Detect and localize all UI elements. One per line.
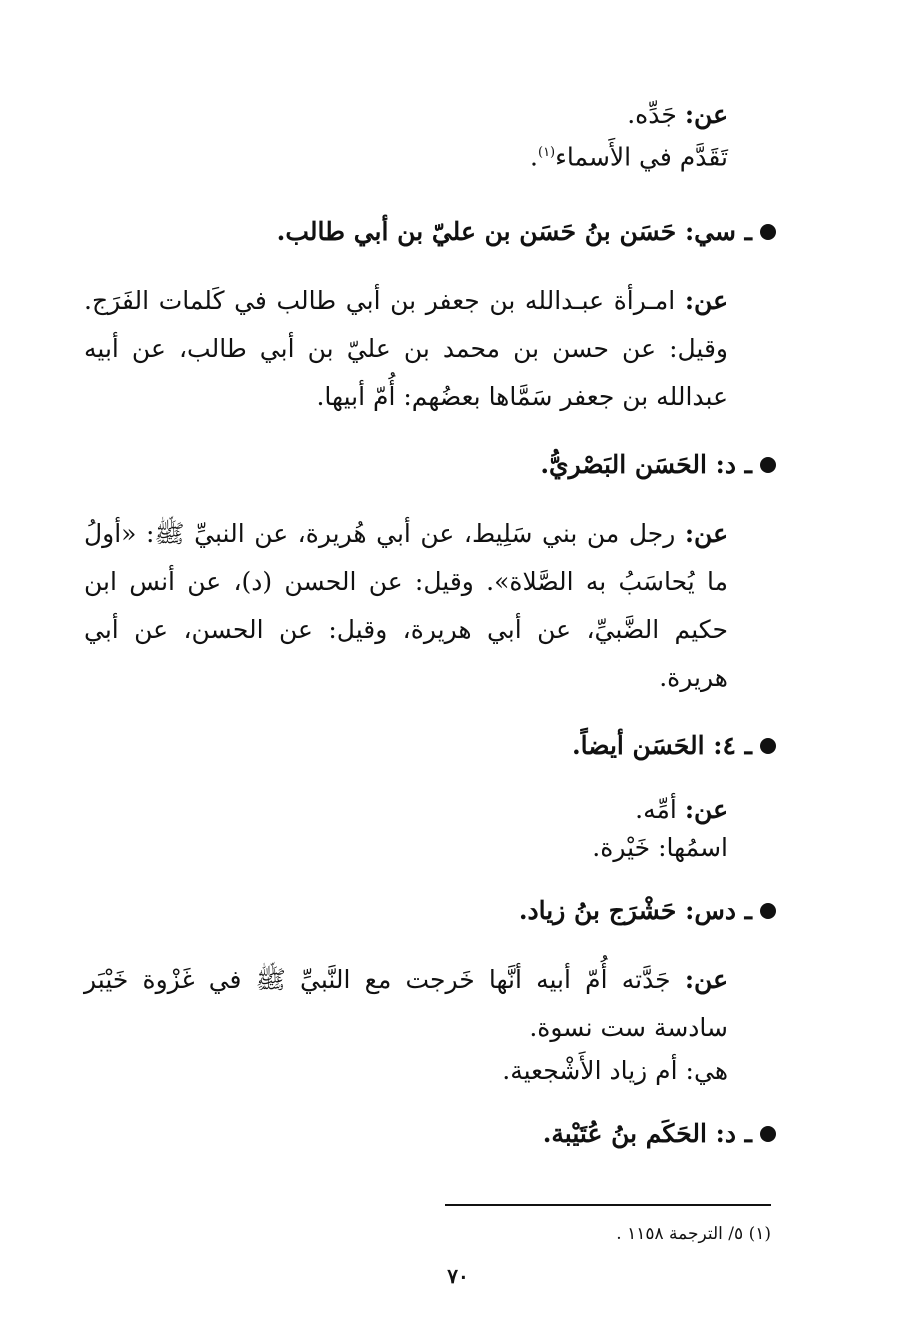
bullet-icon (760, 1126, 776, 1142)
entry-paragraph: عن: جَدَّته أُمّ أبيه أنَّها خَرجت مع النَّبيِّ ﷺ في غَزْوة خَيْبَر سادسة ست نسوة. (84, 965, 728, 1043)
entry-heading: ـ د: الحَكَم بنُ عُتَيْبة. (84, 1114, 778, 1154)
entry-paragraph: عن: رجل من بني سَلِيط، عن أبي هُريرة، عن النبيِّ ﷺ: «أولُ ما يُحاسَبُ به الصَّلاة». وقيل: عن الحسن (د)، عن أنس ابن حكيم الضَّبيِّ، عن أبي هريرة، وقيل: عن الحسن، عن أبي هريرة. (84, 519, 728, 693)
bullet-icon (760, 224, 776, 240)
entry-line: هي: أم زياد الأَشْجعية. (502, 1056, 728, 1086)
entry-heading: ـ د: الحَسَن البَصْريُّ. (84, 445, 778, 485)
page-number: ٧٠ (447, 1264, 469, 1288)
entry-heading: ـ ٤: الحَسَن أيضاً. (84, 726, 778, 766)
entry-line: اسمُها: خَيْرة. (592, 833, 728, 863)
entry-paragraph: عن: امـرأة عبـدالله بن جعفر بن أبي طالب في كَلمات الفَرَج. وقيل: عن حسن بن محمد بن عليّ بن أبي طالب، عن أبيه عبدالله بن جعفر سَمَّاها بعضُهم: أُمّ أبيها. (84, 286, 728, 412)
bullet-icon (760, 457, 776, 473)
page-body (84, 96, 778, 1179)
entry-heading: ـ دس: حَشْرَج بنُ زياد. (84, 891, 778, 931)
entry-heading: ـ سي: حَسَن بنُ حَسَن بن عليّ بن أبي طالب. (84, 212, 778, 252)
footnote-text: (١) ٥/ الترجمة ١١٥٨ . (616, 1224, 771, 1244)
bullet-icon (760, 903, 776, 919)
entry-line: عن: جَدِّه. (627, 100, 728, 129)
footnote-marker[interactable]: (١) (537, 145, 556, 160)
bullet-icon (760, 738, 776, 754)
entry-line: عن: أمِّه. (635, 795, 728, 825)
footnote-divider (445, 1204, 771, 1206)
entry-line: تَقَدَّم في الأَسماء$^{(١)}$. (530, 142, 728, 172)
